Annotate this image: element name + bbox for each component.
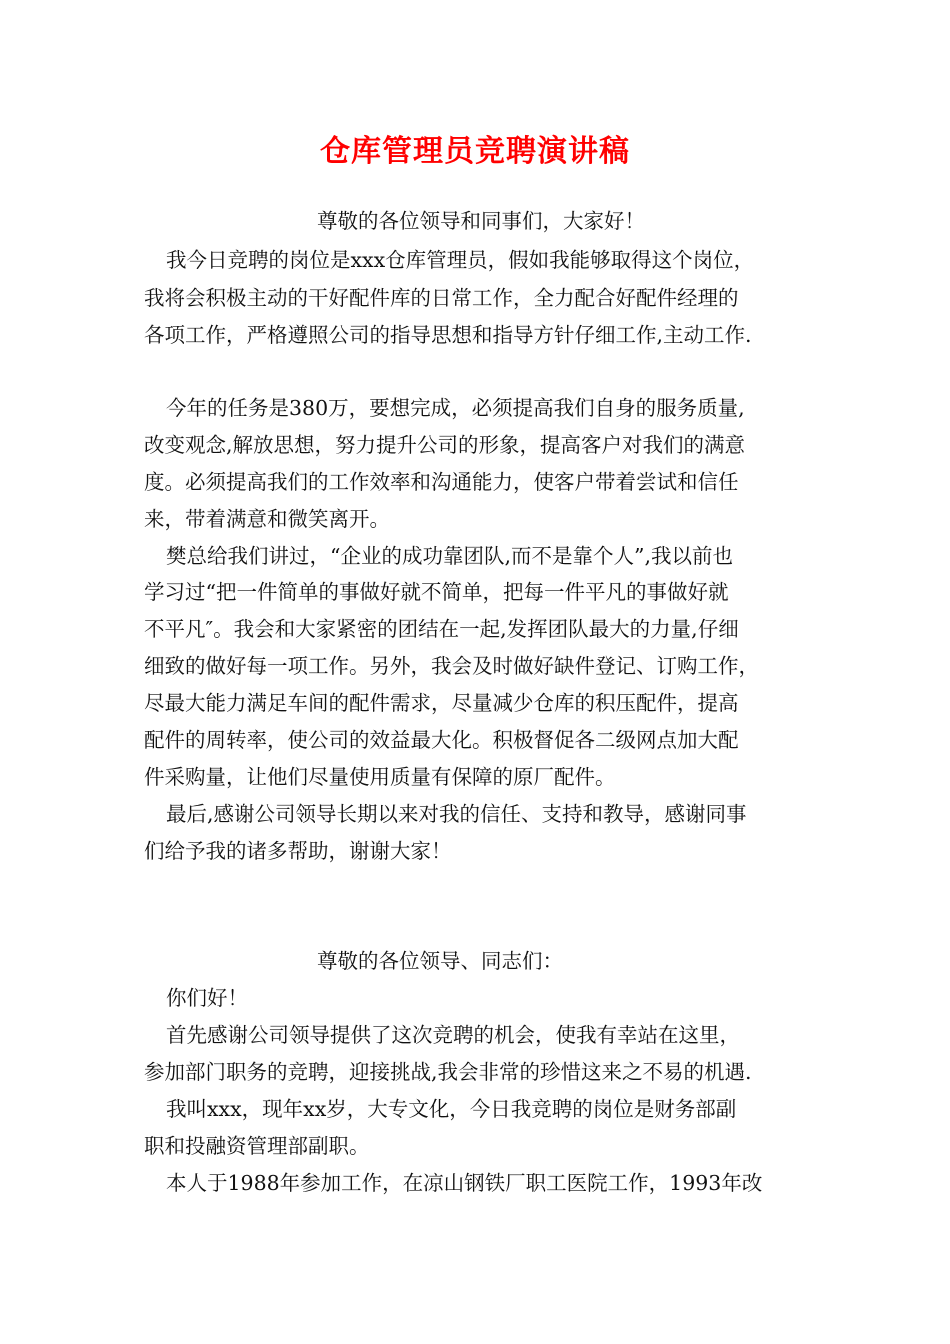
paragraph-line: 我叫xxx，现年xx岁，大专文化，今日我竞聘的岗位是财务部副 [166,1097,737,1121]
greeting-line: 尊敬的各位领导和同事们，大家好！ [317,209,645,233]
paragraph-line: 改变观念,解放思想，努力提升公司的形象，提高客户对我们的满意 [144,433,746,457]
document-title: 仓库管理员竞聘演讲稿 [320,134,630,169]
paragraph-line: 最后,感谢公司领导长期以来对我的信任、支持和教导，感谢同事 [166,802,747,826]
paragraph-line: 尽最大能力满足车间的配件需求，尽量减少仓库的积压配件，提高 [144,691,739,715]
paragraph-line: 你们好！ [166,986,248,1010]
paragraph-line: 我今日竞聘的岗位是xxx仓库管理员，假如我能够取得这个岗位， [166,248,755,272]
paragraph-line: 樊总给我们讲过，“企业的成功靠团队,而不是靠个人”,我以前也 [166,544,733,568]
greeting-line: 尊敬的各位领导、同志们： [317,949,563,973]
paragraph-line: 首先感谢公司领导提供了这次竞聘的机会，使我有幸站在这里， [166,1023,740,1047]
paragraph-line: 细致的做好每一项工作。另外，我会及时做好缺件登记、订购工作， [144,654,759,678]
paragraph-line: 不平凡″。我会和大家紧密的团结在一起,发挥团队最大的力量,仔细 [144,617,739,641]
paragraph-line: 来，带着满意和微笑离开。 [144,507,390,531]
paragraph-line: 我将会积极主动的干好配件库的日常工作，全力配合好配件经理的 [144,286,739,310]
paragraph-line: 各项工作，严格遵照公司的指导思想和指导方针仔细工作,主动工作. [144,323,752,347]
paragraph-line: 度。必须提高我们的工作效率和沟通能力，使客户带着尝试和信任 [144,470,739,494]
paragraph-line: 配件的周转率，使公司的效益最大化。积极督促各二级网点加大配 [144,728,739,752]
paragraph-line: 职和投融资管理部副职。 [144,1134,370,1158]
paragraph-line: 们给予我的诸多帮助，谢谢大家！ [144,839,452,863]
paragraph-line: 件采购量，让他们尽量使用质量有保障的原厂配件。 [144,765,616,789]
paragraph-line: 本人于1988年参加工作，在凉山钢铁厂职工医院工作，1993年改 [166,1171,763,1195]
paragraph-line: 参加部门职务的竞聘，迎接挑战,我会非常的珍惜这来之不易的机遇. [144,1060,752,1084]
paragraph-line: 今年的任务是380万，要想完成，必须提高我们自身的服务质量, [166,396,745,420]
paragraph-line: 学习过“把一件简单的事做好就不简单，把每一件平凡的事做好就 [144,580,729,604]
